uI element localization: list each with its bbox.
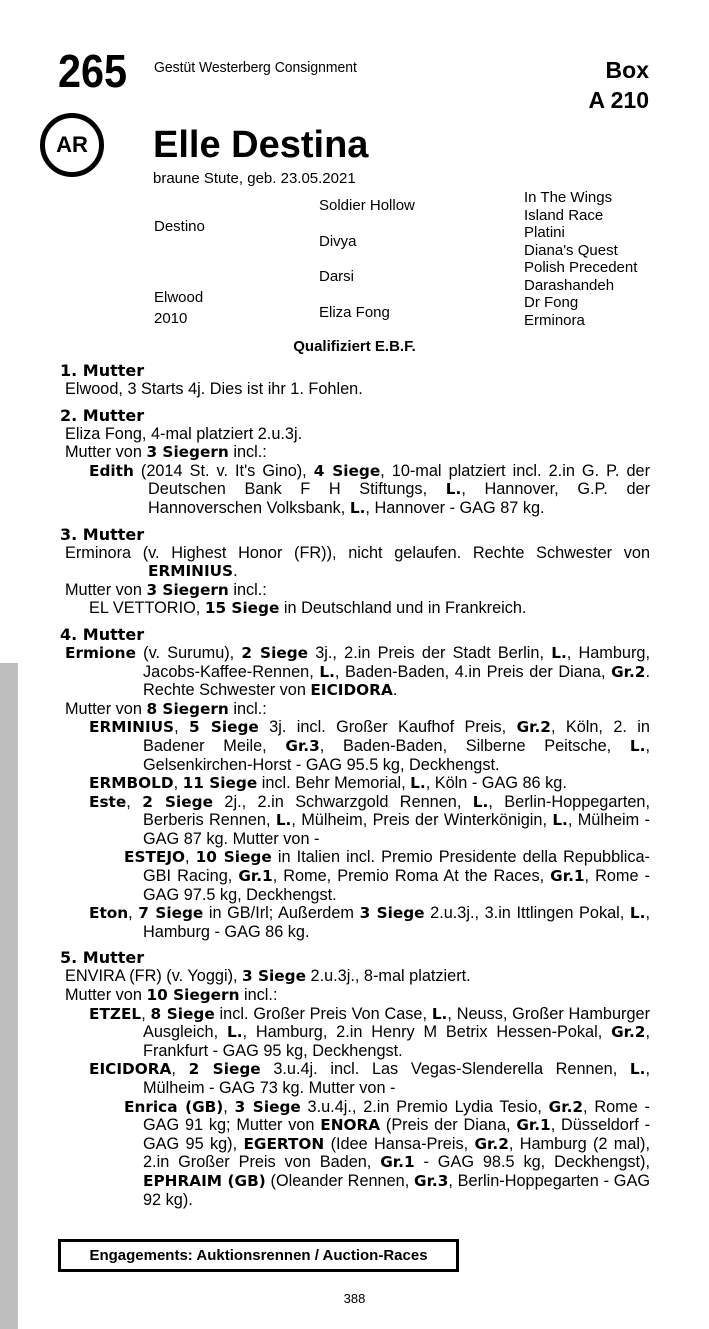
bold-text: ERMBOLD	[89, 774, 174, 793]
horse-name: Elle Destina	[153, 124, 369, 166]
bold-text: L.	[629, 1060, 646, 1079]
bold-text: 11 Siege	[182, 774, 258, 793]
section-heading: 4. Mutter	[60, 624, 145, 644]
text: 3j. incl. Großer Kaufhof Preis,	[258, 718, 517, 737]
text: ,	[185, 848, 196, 867]
bold-text: Gr.3	[285, 736, 320, 755]
text: Mutter von	[65, 580, 147, 599]
bold-text: 3 Siege	[359, 904, 425, 923]
text: , Berlin-Hoppegarten - GAG 92 kg).	[143, 1171, 650, 1209]
text: in Italien incl. Premio Presidente della Repubblica-GBI Racing,	[143, 848, 650, 886]
page-number: 388	[343, 1291, 366, 1306]
winners-count: 3 Siegern	[146, 580, 229, 599]
progeny-entry	[60, 1005, 650, 1061]
bold-text: 2 Siege	[188, 1060, 261, 1079]
text: 2.u.3j., 8-mal platziert.	[305, 967, 471, 986]
text: Mutter von	[65, 443, 147, 462]
bold-text: Eton	[89, 904, 129, 923]
text: , Baden-Baden, 4.in Preis der Diana,	[334, 662, 612, 681]
bold-text: L.	[319, 662, 335, 681]
text: ,	[171, 1060, 189, 1079]
bold-text: L.	[445, 480, 462, 499]
bold-text: L.	[410, 774, 426, 793]
engagements-text: Engagements: Auktionsrennen / Auction-Races	[89, 1247, 428, 1264]
bold-text: 7 Siege	[138, 904, 204, 923]
pedigree-sire-sire: Soldier Hollow	[319, 197, 415, 214]
bold-text: 3 Siege	[242, 967, 306, 986]
text: 3.u.4j., 2.in Premio Lydia Tesio,	[300, 1097, 549, 1116]
text: ENVIRA (FR) (v. Yoggi),	[65, 967, 243, 986]
bold-text: L.	[431, 1004, 448, 1023]
text: 2j., 2.in Schwarzgold Rennen,	[213, 792, 473, 811]
pedigree-g3-7: Dr Fong	[524, 294, 579, 311]
text: ,	[126, 792, 143, 811]
progeny-entry	[60, 599, 650, 618]
text: , Mülheim - GAG 73 kg. Mutter von -	[143, 1060, 650, 1097]
progeny-entry	[60, 1060, 650, 1097]
bold-text: ESTEJO	[124, 848, 186, 867]
dam-line	[60, 644, 650, 700]
text: , Baden-Baden, Silberne Peitsche,	[319, 736, 630, 755]
bold-text: 3 Siege	[234, 1097, 301, 1116]
box-location	[588, 55, 649, 115]
text: ,	[128, 904, 139, 923]
ar-badge-icon: AR	[40, 113, 104, 177]
text: .	[233, 562, 238, 581]
bold-text: Gr.2	[611, 1023, 646, 1042]
pedigree-g3-3: Platini	[524, 224, 565, 241]
bold-text: 8 Siege	[150, 1004, 215, 1023]
text: , Mülheim, Preis der Winterkönigin,	[291, 811, 553, 830]
text: . Rechte Schwester von	[143, 662, 650, 700]
text: - GAG 98.5 kg, Deckhengst),	[414, 1153, 650, 1172]
text: in Deutschland und in Frankreich.	[279, 599, 527, 618]
section-heading: 3. Mutter	[60, 524, 145, 544]
pedigree-dam: Elwood	[154, 289, 204, 306]
text: , Mülheim - GAG 87 kg. Mutter von -	[143, 811, 650, 848]
horse-description: braune Stute, geb. 23.05.2021	[153, 170, 356, 187]
dam-line: Elwood, 3 Starts 4j. Dies ist ihr 1. Fohlen.	[65, 380, 363, 398]
text: , Hamburg - GAG 86 kg.	[143, 904, 650, 941]
progeny-entry	[60, 718, 650, 774]
winners-line	[60, 443, 650, 462]
bold-text: Gr.3	[414, 1171, 449, 1190]
text: ,	[174, 718, 189, 737]
text: (Preis der Diana,	[380, 1116, 517, 1135]
text: ,	[141, 1004, 151, 1023]
pedigree-third-generation	[524, 189, 637, 329]
text: , Köln - GAG 86 kg.	[425, 774, 567, 793]
consignor: Gestüt Westerberg Consignment	[154, 59, 357, 76]
progeny-entry	[60, 904, 650, 941]
qualification	[0, 338, 709, 356]
bold-text: 2 Siege	[142, 792, 213, 811]
winners-line	[60, 700, 650, 719]
pedigree-g3-4: Diana's Quest	[524, 241, 618, 259]
section-third-dam	[60, 525, 650, 618]
text: 3j., 2.in Preis der Stadt Berlin,	[308, 643, 552, 662]
text: , Hamburg, Jacobs-Kaffee-Rennen,	[143, 643, 650, 681]
section-second-dam	[60, 406, 650, 518]
text: ,	[223, 1097, 235, 1116]
bold-text: Gr.1	[238, 867, 273, 886]
text: incl.:	[228, 699, 267, 718]
dam-line	[60, 967, 650, 986]
bold-text: 4 Siege	[313, 461, 381, 480]
text: EL VETTORIO,	[89, 599, 205, 618]
bold-text: ETZEL	[89, 1004, 142, 1023]
progeny-entry	[60, 462, 650, 518]
box-label: Box	[605, 57, 649, 83]
text: , Rome - GAG 97.5 kg, Deckhengst.	[143, 867, 650, 904]
bold-text: 5 Siege	[189, 718, 259, 737]
progeny-entry	[60, 1098, 650, 1210]
text: , Neuss, Großer Hamburger Ausgleich,	[143, 1004, 650, 1042]
bold-text: 10 Siege	[195, 848, 272, 867]
bold-text: L.	[551, 643, 567, 662]
text: , Berlin-Hoppegarten, Berberis Rennen,	[143, 792, 650, 830]
bold-text: L.	[226, 1023, 243, 1042]
dam-line	[60, 544, 650, 581]
text: , 10-mal platziert incl. 2.in G. P. der Deutschen Bank F H Stiftungs,	[148, 461, 650, 499]
section-first-dam	[60, 361, 650, 399]
text: Erminora (v. Highest Honor (FR)), nicht gelaufen. Rechte Schwester von	[65, 543, 650, 562]
pedigree-g3-8: Erminora	[524, 311, 585, 329]
bold-text: Gr.1	[550, 867, 585, 886]
bold-text: L.	[552, 811, 568, 830]
bold-text: ERMINIUS	[89, 718, 175, 737]
text: , Frankfurt - GAG 95 kg, Deckhengst.	[143, 1023, 650, 1060]
pedigree-g3-5: Polish Precedent	[524, 259, 638, 276]
bold-text: Este	[89, 792, 127, 811]
section-heading: 5. Mutter	[60, 948, 145, 968]
text: (2014 St. v. It's Gino),	[133, 461, 314, 480]
text: Mutter von	[65, 986, 147, 1005]
winners-line	[60, 581, 650, 600]
pedigree-sire: Destino	[154, 218, 205, 235]
bold-text: L.	[472, 792, 489, 811]
bold-text: 15 Siege	[204, 599, 280, 618]
lot-number: 265	[58, 45, 128, 97]
pedigree-sire-dam: Divya	[319, 233, 357, 250]
text: , Köln, 2. in Badener Meile,	[143, 718, 650, 755]
section-heading: 1. Mutter	[60, 361, 145, 380]
bold-text: EPHRAIM (GB)	[143, 1171, 266, 1190]
text: , Gelsenkirchen-Horst - GAG 95.5 kg, Deckhengst.	[143, 736, 650, 774]
text: (Idee Hansa-Preis,	[324, 1134, 475, 1153]
bold-text: L.	[349, 498, 366, 517]
text: , Hamburg (2 mal), 2.in Großer Preis von Baden,	[143, 1134, 650, 1172]
text: incl.:	[239, 986, 278, 1005]
page-edge-tab	[0, 663, 18, 1329]
text: .	[392, 681, 398, 700]
text: , Düsseldorf - GAG 95 kg),	[143, 1116, 650, 1153]
text: (v. Surumu),	[135, 643, 242, 662]
progeny-entry	[60, 793, 650, 849]
pedigree-dam-dam: Eliza Fong	[319, 304, 390, 321]
text: , Hannover - GAG 87 kg.	[365, 498, 545, 517]
text: incl. Behr Memorial,	[257, 774, 411, 793]
dam-line: Eliza Fong, 4-mal platziert 2.u.3j.	[65, 424, 303, 443]
bold-text: L.	[275, 811, 292, 830]
produce-record	[60, 361, 650, 1216]
progeny-entry	[60, 848, 650, 904]
bold-text: L.	[629, 904, 646, 923]
engagements-box	[58, 1239, 459, 1272]
bold-text: Gr.2	[548, 1097, 584, 1116]
bold-text: Edith	[89, 461, 134, 480]
winners-line	[60, 986, 650, 1005]
bold-text: Ermione	[65, 643, 136, 662]
winners-count: 8 Siegern	[146, 699, 229, 718]
bold-text: Gr.2	[474, 1134, 509, 1153]
text: Mutter von	[65, 699, 147, 718]
bold-text: ERMINIUS	[148, 562, 234, 581]
winners-count: 10 Siegern	[146, 986, 240, 1005]
section-heading: 2. Mutter	[60, 405, 145, 425]
section-fourth-dam	[60, 625, 650, 942]
bold-text: ENORA	[320, 1116, 381, 1135]
bold-text: Gr.2	[611, 662, 646, 681]
text: incl.:	[228, 443, 267, 462]
progeny-entry	[60, 774, 650, 793]
text: (Oleander Rennen,	[265, 1171, 415, 1190]
pedigree-dam-sire: Darsi	[319, 268, 355, 285]
text: 2.u.3j., 3.in Ittlingen Pokal,	[424, 904, 630, 923]
pedigree-g3-1: In The Wings	[524, 189, 613, 206]
text: , Rome - GAG 91 kg; Mutter von	[143, 1097, 650, 1135]
pedigree-g3-2: Island Race	[524, 206, 604, 224]
text: , Hamburg, 2.in Henry M Betrix Hessen-Pokal,	[242, 1023, 612, 1042]
box-number: A 210	[588, 87, 649, 113]
text: incl.:	[228, 580, 267, 599]
pedigree-dam-year: 2010	[154, 310, 188, 327]
qualification-text: Qualifiziert E.B.F.	[293, 338, 416, 355]
text: incl. Großer Preis Von Case,	[214, 1004, 432, 1023]
text: in GB/Irl; Außerdem	[203, 904, 360, 923]
bold-text: 2 Siege	[241, 643, 309, 662]
bold-text: Gr.1	[380, 1153, 415, 1172]
text: , Hannover, G.P. der Hannoverschen Volksbank,	[148, 480, 650, 517]
bold-text: L.	[629, 736, 646, 755]
pedigree-g3-6: Darashandeh	[524, 276, 615, 294]
winners-count: 3 Siegern	[146, 443, 229, 462]
bold-text: EICIDORA	[310, 681, 393, 700]
bold-text: Enrica (GB)	[124, 1097, 224, 1116]
bold-text: EICIDORA	[89, 1060, 172, 1079]
section-fifth-dam	[60, 948, 650, 1209]
bold-text: EGERTON	[243, 1134, 325, 1153]
text: , Rome, Premio Roma At the Races,	[272, 867, 551, 886]
bold-text: Gr.2	[516, 718, 551, 737]
text: 3.u.4j. incl. Las Vegas-Slenderella Rennen,	[260, 1060, 630, 1079]
bold-text: Gr.1	[516, 1116, 551, 1135]
text: ,	[173, 774, 183, 793]
